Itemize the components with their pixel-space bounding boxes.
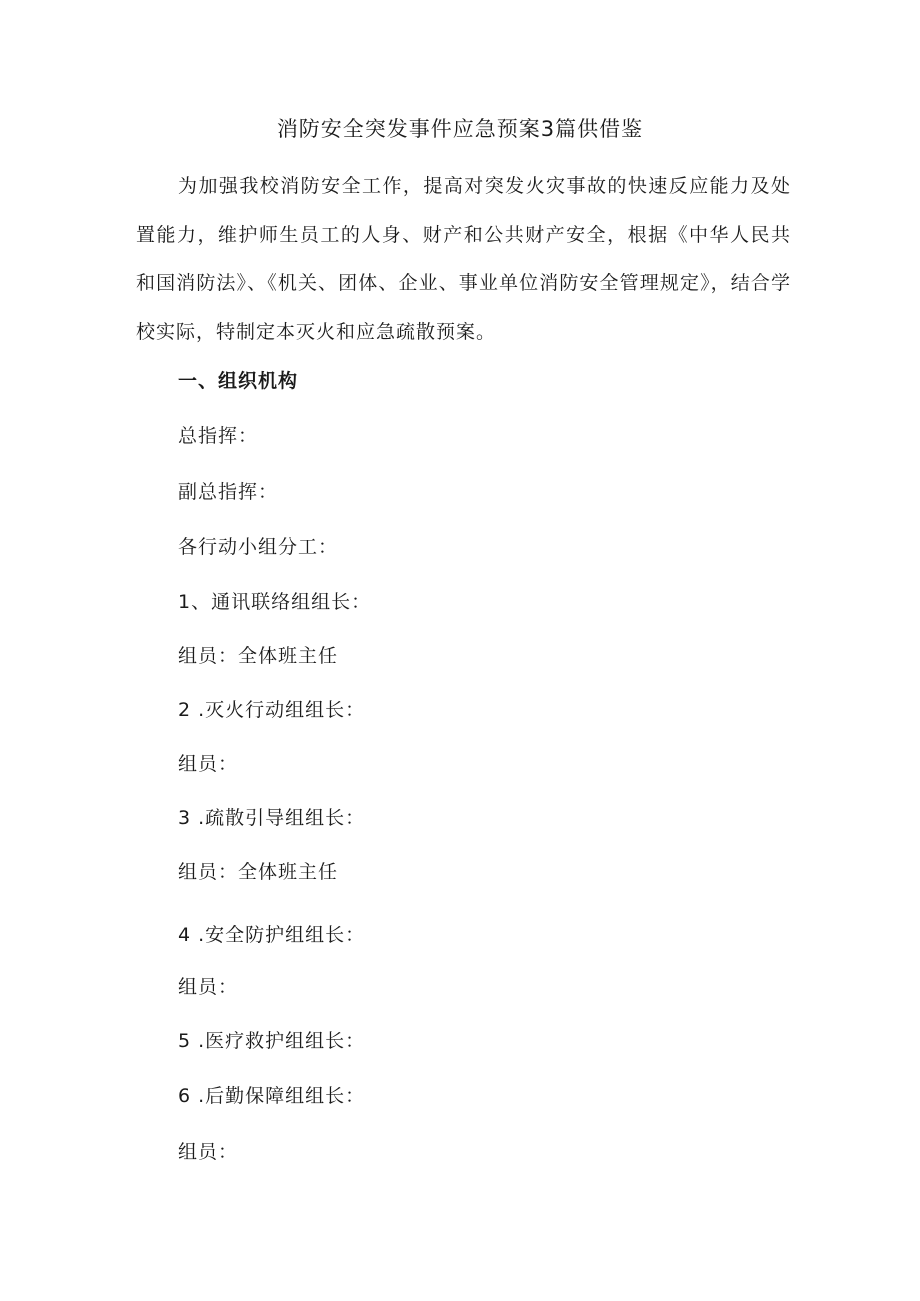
intro-paragraph: 为加强我校消防安全工作，提高对突发火灾事故的快速反应能力及处置能力，维护师生员工的人身、财产和公共财产安全，根据《中华人民共和国消防法》、《机关、团体、企业、事业单位消防安全管理规定》，结合学校实际，特制定本灭火和应急疏散预案。 [136, 175, 791, 343]
evacuation-team-members-line: 组员：全体班主任 [178, 861, 339, 883]
deputy-commander-line: 副总指挥： [178, 481, 279, 503]
communication-team-members-line: 组员：全体班主任 [178, 645, 339, 667]
safety-team-members-line: 组员： [178, 976, 239, 998]
section-heading-organization: 一、组织机构 [178, 370, 299, 392]
team-division-line: 各行动小组分工： [178, 536, 339, 558]
safety-team-leader-line: 4 .安全防护组组长： [178, 924, 366, 946]
evacuation-team-leader-line: 3 .疏散引导组组长： [178, 807, 366, 829]
logistics-team-leader-line: 6 .后勤保障组组长： [178, 1085, 366, 1107]
document-title: 消防安全突发事件应急预案3篇供借鉴 [276, 117, 644, 141]
commander-line: 总指挥： [178, 425, 259, 447]
firefighting-team-members-line: 组员： [178, 753, 239, 775]
communication-team-leader-line: 1、通讯联络组组长： [178, 591, 372, 613]
medical-team-leader-line: 5 .医疗救护组组长： [178, 1030, 366, 1052]
logistics-team-members-line: 组员： [178, 1141, 239, 1163]
firefighting-team-leader-line: 2 .灭火行动组组长： [178, 699, 366, 721]
